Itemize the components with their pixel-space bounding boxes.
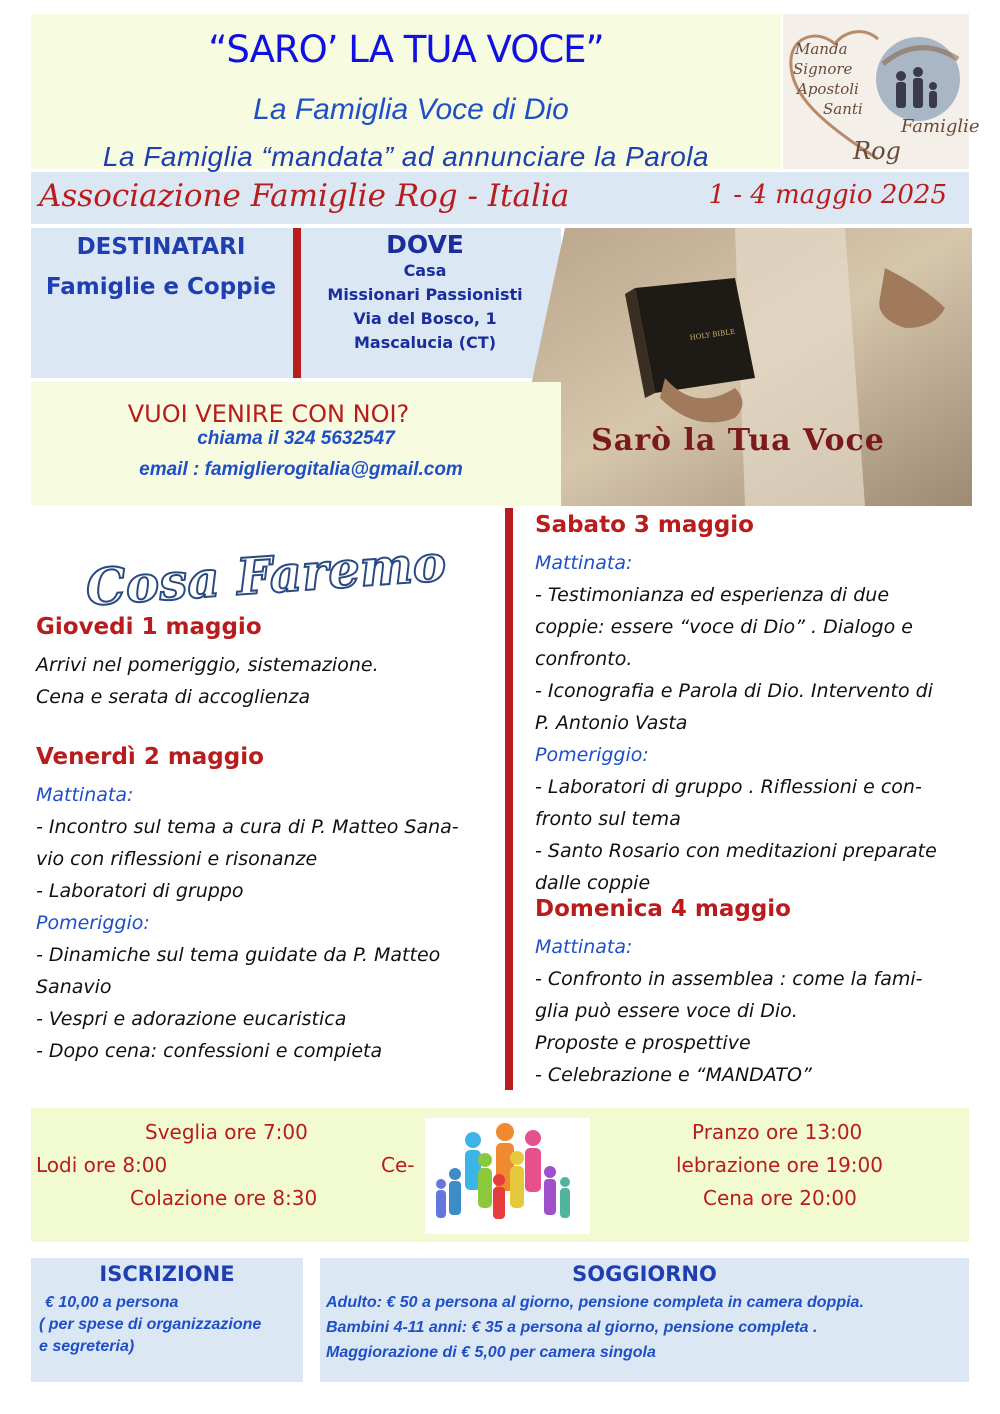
registration-note: e segreteria)	[39, 1338, 135, 1355]
association-name: Associazione Famiglie Rog - Italia	[39, 178, 570, 214]
photo-caption: Sarò la Tua Voce	[591, 423, 885, 458]
registration-box	[31, 1258, 303, 1382]
schedule-dinner: Cena ore 20:00	[703, 1186, 857, 1210]
bible-photo	[505, 228, 972, 506]
location-line: Mascalucia (CT)	[353, 333, 496, 352]
program-text: - Testimonianza ed esperienza di due	[535, 584, 890, 606]
contact-question: VUOI VENIRE CON NOI?	[127, 400, 410, 428]
stay-children-price: Bambini 4-11 anni: € 35 a persona al giorno, pensione completa .	[326, 1319, 818, 1336]
schedule-celebration: lebrazione ore 19:00	[676, 1153, 883, 1177]
program-text: fronto sul tema	[535, 808, 681, 830]
location-line: Via del Bosco, 1	[353, 309, 497, 328]
day-heading: Domenica 4 maggio	[535, 896, 791, 922]
registration-note: ( per spese di organizzazione	[39, 1316, 262, 1333]
famiglie-rog-logo	[783, 14, 980, 169]
stay-single-supplement: Maggiorazione di € 5,00 per camera singola	[326, 1344, 656, 1361]
logo-line-4: Santi	[823, 100, 863, 118]
recipients	[31, 234, 291, 300]
divider	[293, 228, 301, 378]
recipients-value: Famiglie e Coppie	[45, 274, 277, 300]
event-dates: 1 - 4 maggio 2025	[708, 180, 947, 210]
program-text: Cena e serata di accoglienza	[36, 686, 311, 708]
location-heading: DOVE	[386, 230, 464, 259]
day-heading: Sabato 3 maggio	[535, 512, 754, 538]
schedule-ce: Ce-	[381, 1153, 415, 1177]
session-label: Mattinata:	[36, 784, 134, 806]
session-label: Mattinata:	[535, 552, 633, 574]
event-title: “SARO’ LA TUA VOCE”	[208, 28, 604, 71]
program-text: - Incontro sul tema a cura di P. Matteo Sana-	[36, 816, 459, 838]
stay-adult-price: Adulto: € 50 a persona al giorno, pensione completa in camera doppia.	[326, 1294, 864, 1311]
book-label: HOLY BIBLE	[689, 327, 736, 342]
logo-brand-1: Famiglie	[901, 116, 980, 137]
schedule-wakeup: Sveglia ore 7:00	[145, 1120, 308, 1144]
family-icon	[425, 1118, 590, 1234]
program-heading-text: Cosa Faremo	[83, 533, 448, 618]
event-subtitle: La Famiglia Voce di Dio	[253, 93, 569, 126]
registration-heading: ISCRIZIONE	[99, 1262, 235, 1286]
contact-box	[31, 382, 561, 506]
session-label: Pomeriggio:	[535, 744, 649, 766]
stay-box	[320, 1258, 969, 1382]
day-heading: Giovedi 1 maggio	[36, 614, 262, 640]
program-heading	[75, 522, 475, 618]
program-text: P. Antonio Vasta	[535, 712, 688, 734]
program-text: - Laboratori di gruppo . Riflessioni e con-	[535, 776, 922, 798]
contact-email[interactable]: email : famiglierogitalia@gmail.com	[139, 459, 463, 480]
day-heading: Venerdì 2 maggio	[36, 744, 264, 770]
program-text: Sanavio	[36, 976, 112, 998]
program-text: - Santo Rosario con meditazioni preparate	[535, 840, 937, 862]
program-text: - Celebrazione e “MANDATO”	[535, 1064, 812, 1086]
location-line: Missionari Passionisti	[327, 285, 523, 304]
session-label: Mattinata:	[535, 936, 633, 958]
program-text: - Dopo cena: confessioni e compieta	[36, 1040, 383, 1062]
program-text: - Dinamiche sul tema guidate da P. Matteo	[36, 944, 441, 966]
event-tagline: La Famiglia “mandata” ad annunciare la Parola	[102, 141, 710, 172]
program-text: Arrivi nel pomeriggio, sistemazione.	[36, 654, 379, 676]
logo-brand-2: Rog	[853, 137, 901, 165]
program-text: dalle coppie	[535, 872, 651, 894]
schedule-lunch: Pranzo ore 13:00	[692, 1120, 863, 1144]
location-line: Casa	[403, 261, 447, 280]
program-text: - Confronto in assemblea : come la fami-	[535, 968, 923, 990]
program-text: vio con riflessioni e risonanze	[36, 848, 318, 870]
schedule-breakfast: Colazione ore 8:30	[130, 1186, 318, 1210]
program-text: confronto.	[535, 648, 633, 670]
stay-heading: SOGGIORNO	[572, 1262, 717, 1286]
recipients-heading: DESTINATARI	[76, 234, 246, 260]
program-text: Proposte e prospettive	[535, 1032, 751, 1054]
registration-price: € 10,00 a persona	[45, 1294, 179, 1311]
contact-phone[interactable]: chiama il 324 5632547	[197, 428, 395, 449]
header-banner	[31, 14, 781, 172]
logo-line-2: Signore	[793, 60, 853, 78]
program-text: - Laboratori di gruppo	[36, 880, 244, 902]
program-text: glia può essere voce di Dio.	[535, 1000, 798, 1022]
program-text: - Iconografia e Parola di Dio. Intervento di	[535, 680, 933, 702]
program-text: - Vespri e adorazione eucaristica	[36, 1008, 347, 1030]
program-text: coppie: essere “voce di Dio” . Dialogo e	[535, 616, 913, 638]
logo-line-3: Apostoli	[797, 80, 859, 98]
logo-line-1: Manda	[795, 40, 848, 58]
divider	[505, 508, 513, 1090]
schedule-lodi: Lodi ore 8:00	[36, 1153, 168, 1177]
association-bar	[31, 172, 969, 224]
session-label: Pomeriggio:	[36, 912, 150, 934]
